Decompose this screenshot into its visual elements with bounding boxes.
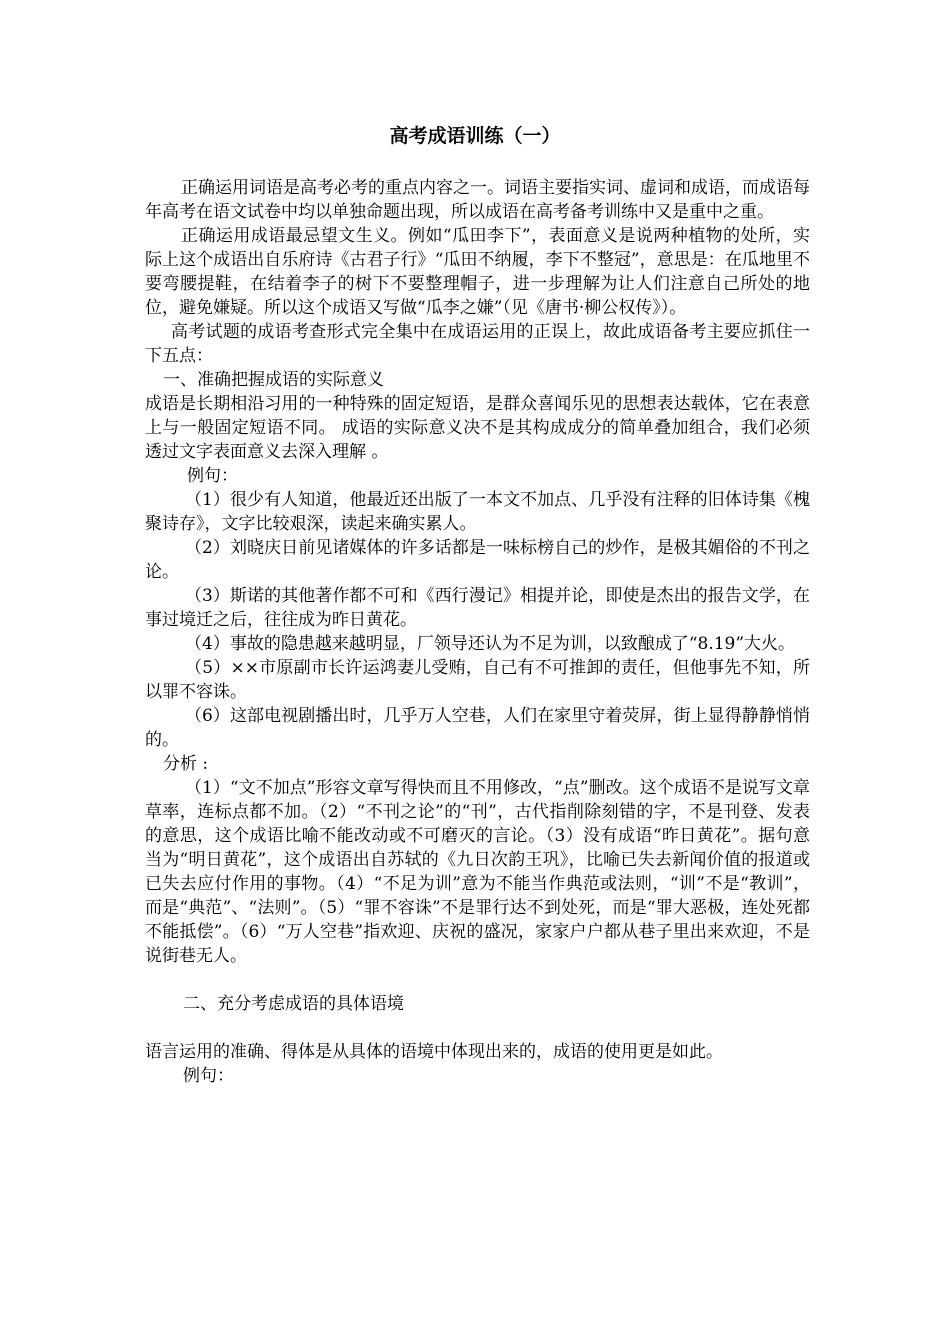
analysis-paragraph: （1）“文不加点”形容文章写得快而且不用修改，“点”删改。这个成语不是说写文章草率，连标点都不加。（2）“不刊之论”的“刊”，古代指削除刻错的字，不是刊登、发表的意思，这个成语比喻不能改动或不可磨灭的言论。（3）没有成语“昨日黄花”。据句意当为“明日黄花”，这个成语出自苏轼的《九日次韵王巩》，比喻已失去新闻价值的报道或已失去应付作用的事物。（4）“不足为训”意为不能当作典范或法则，“训”不是“教训”，而是“典范”、“法则”。（5）“罪不容诛”不是罪行达不到处死，而是“罪大恶极，连处死都不能抵偿”。（6）“万人空巷”指欢迎、庆祝的盛况，家家户户都从巷子里出来欢迎，不是说街巷无人。 xyxy=(145,778,810,966)
example-sentence-1: （1）很少有人知道，他最近还出版了一本文不加点、几乎没有注释的旧体诗集《槐聚诗存》，文字比较艰深，读起来确实累人。 xyxy=(145,490,810,534)
document-body xyxy=(145,176,810,1088)
section-heading-1: 一、准确把握成语的实际意义 xyxy=(163,370,384,390)
section-2-paragraph: 语言运用的准确、得体是从具体的语境中体现出来的，成语的使用更是如此。 xyxy=(145,1042,723,1062)
analysis-label: 分析 : xyxy=(163,754,209,774)
intro-paragraph: 正确运用词语是高考必考的重点内容之一。词语主要指实词、虚词和成语，而成语每年高考在语文试卷中均以单独命题出现，所以成语在高考备考训练中又是重中之重。 xyxy=(145,178,810,222)
section-heading-2: 二、充分考虑成语的具体语境 xyxy=(183,994,404,1014)
example-sentence-2: （2）刘晓庆日前见诸媒体的许多话都是一味标榜自己的炒作，是极其媚俗的不刊之论。 xyxy=(145,538,810,582)
example-label-2: 例句： xyxy=(183,1066,234,1086)
idiom-misuse-paragraph: 正确运用成语最忌望文生义。例如“瓜田李下”，表面意义是说两种植物的处所，实际上这个成语出自乐府诗《古君子行》“瓜田不纳履，李下不整冠”，意思是：在瓜地里不要弯腰提鞋，在结着李子的树下不要整理帽子，进一步理解为让人们注意自己所处的地位，避免嫌疑。所以这个成语又写做“瓜李之嫌”（见《唐书·柳公权传》）。 xyxy=(145,226,810,318)
example-sentence-4: （4）事故的隐患越来越明显，厂领导还认为不足为训，以致酿成了“8.19”大火。 xyxy=(185,634,796,654)
section-1-paragraph: 成语是长期相沿习用的一种特殊的固定短语，是群众喜闻乐见的思想表达载体，它在表意上与一般固定短语不同。 成语的实际意义决不是其构成成分的简单叠加组合，我们必须透过文字表面意义去深入理解 。 xyxy=(145,394,810,462)
document-title: 高考成语训练（一） xyxy=(389,125,561,147)
example-sentence-6: （6）这部电视剧播出时，几乎万人空巷，人们在家里守着荧屏，街上显得静静悄悄的。 xyxy=(145,706,810,750)
example-label: 例句： xyxy=(187,466,238,486)
example-sentence-5: （5）××市原副市长许运鸿妻儿受贿，自己有不可推卸的责任，但他事先不知，所以罪不容诛。 xyxy=(145,658,810,702)
example-sentence-3: （3）斯诺的其他著作都不可和《西行漫记》相提并论，即使是杰出的报告文学，在事过境迁之后，往往成为昨日黄花。 xyxy=(145,586,810,630)
exam-focus-paragraph: 高考试题的成语考查形式完全集中在成语运用的正误上，故此成语备考主要应抓住一下五点： xyxy=(145,322,810,366)
